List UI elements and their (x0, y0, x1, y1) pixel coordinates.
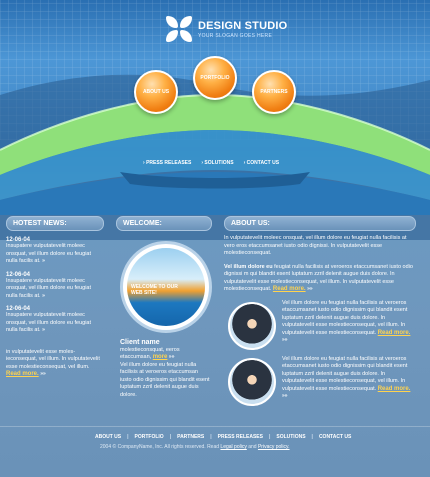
person-photo (228, 358, 276, 406)
nav-about-us-button[interactable] (134, 70, 178, 114)
person-photo (228, 302, 276, 350)
logo-icon (166, 16, 192, 42)
subnav-solutions-label: SOLUTIONS (204, 160, 234, 166)
about-column (224, 216, 416, 410)
more-arrow-icon[interactable]: » (42, 327, 45, 333)
nav-partners-label: PARTNERS (260, 89, 288, 95)
read-more-arrow-icon: »» (307, 286, 313, 292)
news-extra-text: in vulputatevelit esse moles-ieconsequat, vel illum. In vulputatevelit esse molestieconsequat, vel illum. Read more. »» (6, 348, 100, 377)
nav-portfolio-label: PORTFOLIO (200, 75, 230, 81)
more-arrow-icon[interactable]: » (42, 292, 45, 299)
nav-portfolio-button[interactable] (193, 56, 237, 100)
news-item (6, 272, 104, 301)
welcome-panel (116, 231, 212, 409)
footer-link-partners[interactable]: PARTNERS (177, 434, 205, 440)
about-heading: ABOUT US: (224, 216, 416, 231)
news-item (6, 306, 104, 335)
footer-link-about-us[interactable]: ABOUT US (95, 434, 122, 440)
logo-title: DESIGN STUDIO (198, 19, 288, 32)
logo-slogan: YOUR SLOGAN GOES HERE (198, 32, 273, 39)
footer-copyright: 2004 © CompanyName, Inc. All rights reserved. Read Legal policy and Privacy policy. (100, 444, 290, 450)
news-read-more-link[interactable]: Read more. (6, 371, 39, 377)
about-entry (224, 356, 416, 410)
welcome-banner-text: WELCOME TO OUR WEB SITE! (131, 284, 178, 296)
welcome-banner[interactable] (120, 241, 212, 333)
subnav-contact-us[interactable]: › CONTACT US (243, 160, 280, 166)
subnav-contact-us-label: CONTACT US (246, 160, 280, 166)
nav-about-us-label: ABOUT US (142, 89, 170, 95)
logo[interactable] (166, 16, 287, 42)
about-para2: Vel illum dolore eu feugiat nulla facilisis at veroeros etaccumsanet iusto odio dignissi m qui blandit esent luptatum zzril delenit augue duis dolore. In vulputatevelit esse molestieconsequat, vel illum. In vulputatevelit esse molestieconsequat. Read more. »» (224, 263, 413, 292)
news-date: 12-06-04 (6, 306, 31, 312)
news-heading: HOTEST NEWS: (6, 216, 104, 231)
more-arrow-icon: »» (168, 354, 175, 360)
about-entry-text: Vel illum dolore eu feugiat nulla facilisis at veroeros etaccumsanet iusto odio dignissim qui blandit esent luptatum zzril delenit augue duis dolore. In vulputatevelit esse molestieconsequat, vel illum. In vulputatevelit esse molestieconsequat. Read more. »» (282, 355, 411, 399)
about-entry (224, 300, 416, 354)
news-item (6, 237, 104, 266)
about-read-more-link[interactable]: Read more. (272, 286, 306, 292)
client-subtitle: molestieconsquat, eeros etaccumsan, more »» (120, 346, 180, 360)
subnav-press-releases-label: PRESS RELEASES (146, 160, 192, 166)
news-text: Insupatere vulputatevelit moleec onsquat, vel illum dolore eu feugiat nulla facilis at. » (6, 243, 91, 264)
footer-link-solutions[interactable]: SOLUTIONS (276, 434, 306, 440)
entry-read-more-link[interactable]: Read more. (377, 385, 411, 392)
about-para2-bold: Vel illum dolore eu (224, 263, 273, 270)
footer-nav: ABOUT US | PORTFOLIO | PARTNERS | PRESS RELEASES | SOLUTIONS | CONTACT US (95, 434, 352, 440)
news-date: 12-06-04 (6, 237, 31, 243)
about-para1: In vulputatevelit moleec onsquat, vel illum dolore eu feugiat nulla facilisis at vero eros etaccumsanet iusto odio dignissi. In vulputatevelit esse molestieconsequat. (224, 235, 407, 256)
nav-partners-button[interactable] (252, 70, 296, 114)
sub-nav (143, 160, 279, 166)
news-date: 12-06-04 (6, 271, 31, 278)
read-more-arrow-icon: »» (40, 371, 46, 377)
legal-policy-link[interactable]: Legal policy (220, 444, 247, 450)
about-entry-text: Vel illum dolore eu feugiat nulla facilisis at veroeros etaccumsanet iusto odio dignissim qui blandit esent luptatum zzril delenit augue duis dolore. In vulputatevelit esse molestieconsequat, vel illum. In vulputatevelit esse molestieconsequat. Read more. »» (282, 299, 411, 343)
client-name: Client name (120, 339, 160, 346)
privacy-policy-link[interactable]: Privacy policy. (257, 444, 290, 450)
welcome-column (116, 216, 212, 409)
news-text: Insupatere vulputatevelit moleec onsquat, vel illum dolore eu feugiat nulla facilis at. » (6, 312, 91, 333)
footer-divider (0, 426, 430, 427)
subnav-press-releases[interactable]: › PRESS RELEASES (143, 160, 192, 166)
footer-link-portfolio[interactable]: PORTFOLIO (134, 434, 164, 440)
read-more-arrow-icon: »» (282, 393, 288, 399)
footer-link-press-releases[interactable]: PRESS RELEASES (217, 434, 263, 440)
subnav-solutions[interactable]: › SOLUTIONS (201, 160, 234, 166)
entry-read-more-link[interactable]: Read more. (377, 329, 411, 336)
more-arrow-icon[interactable]: » (42, 258, 45, 264)
news-column (6, 216, 104, 379)
client-more-link[interactable]: more (152, 354, 168, 360)
welcome-body: Vel illum dolore eu feugiat nulla facilisis at veroeros etaccumsan iusto odio dignissim qui blandit esent luptatum zzril delenit augue duis dolore. (120, 361, 210, 398)
welcome-heading: WELCOME: (116, 216, 212, 231)
footer-link-contact-us[interactable]: CONTACT US (318, 434, 352, 440)
news-text: Insupatere vulputatevelit moleec onsquat, vel illum dolore eu feugiat nulla facilis at. » (6, 277, 91, 299)
read-more-arrow-icon: »» (282, 337, 288, 343)
